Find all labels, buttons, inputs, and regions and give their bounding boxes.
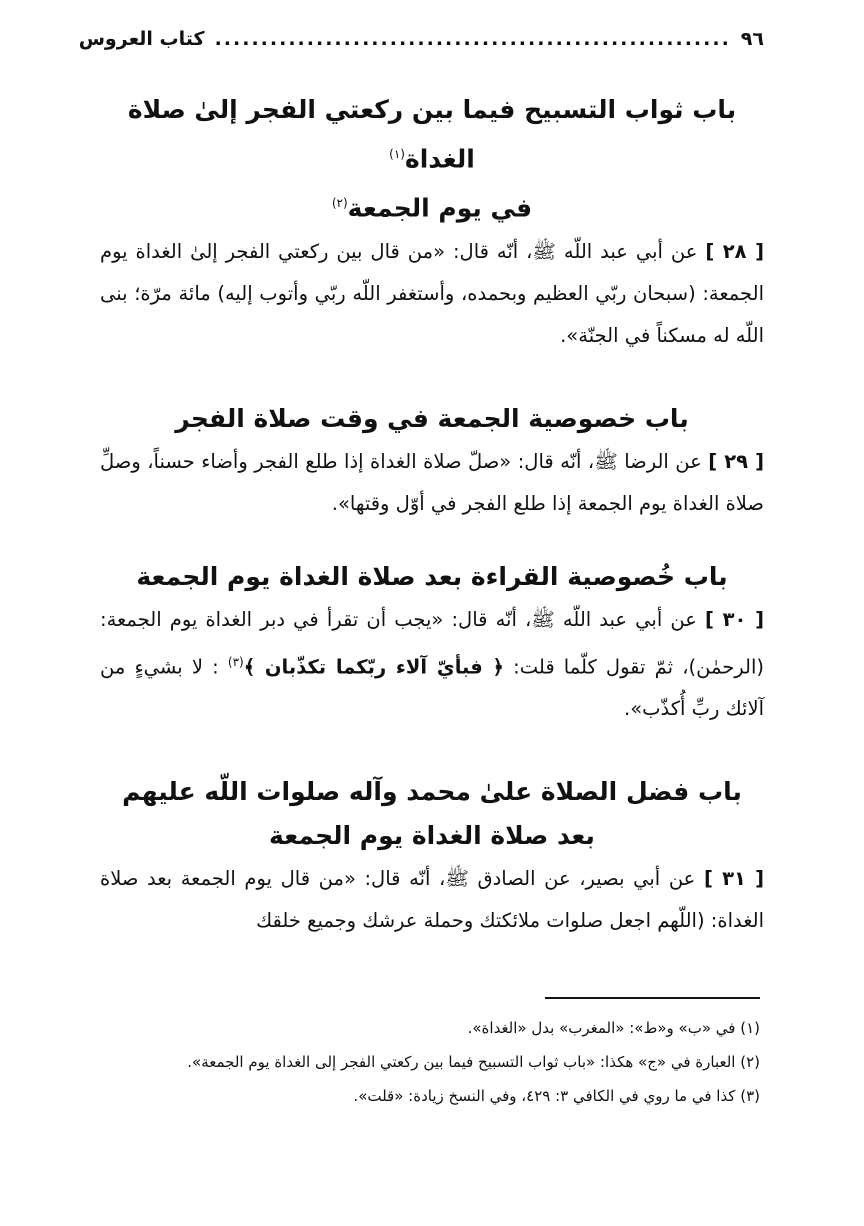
- footnote-2: (٢) العبارة في «ج» هكذا: «باب ثواب التسبيح فيما بين ركعتي الفجر إلى الغداة يوم الجمعة».: [187, 1053, 760, 1071]
- footnote-ref-2[interactable]: (٢): [331, 196, 348, 211]
- book-title: كتاب العروس: [78, 28, 205, 50]
- hadith-number: [ ٢٩ ]: [708, 449, 765, 473]
- running-header: [78, 28, 764, 50]
- hadith-29: [100, 441, 764, 525]
- heading-text: في يوم الجمعة: [347, 193, 533, 223]
- hadith-number: [ ٣١ ]: [703, 867, 765, 891]
- section-heading-3: [100, 555, 764, 599]
- hadith-text: عن أبي بصير، عن الصادق ﷺ، أنّه قال: «من قال يوم الجمعة بعد صلاة الغداة: (اللّهم اجعل صلوات ملائكتك وحملة عرشك وجميع خلقك: [100, 867, 764, 933]
- section-heading-1: [100, 88, 764, 231]
- hadith-number: [ ٢٨ ]: [705, 239, 765, 263]
- heading-text: باب فضل الصلاة علىٰ محمد وآله صلوات اللّه عليهم: [122, 777, 742, 807]
- hadith-text: عن أبي عبد اللّه ﷺ، أنّه قال: «من قال بين ركعتي الفجر إلىٰ الغداة يوم الجمعة: (سبحان ربّي العظيم وبحمده، وأستغفر اللّه ربّي وأتوب إليه) مائة مرّة؛ بنى اللّه له مسكناً في الجنّة».: [100, 239, 764, 347]
- quran-verse: ﴿ فبأيّ آلاء ربّكما تكذّبان ﴾: [243, 655, 504, 679]
- footnote-ref-3[interactable]: (٣): [227, 654, 244, 669]
- footnotes: [100, 1014, 760, 1116]
- heading-text: بعد صلاة الغداة يوم الجمعة: [269, 821, 595, 851]
- heading-text: باب خُصوصية القراءة بعد صلاة الغداة يوم الجمعة: [136, 561, 728, 591]
- footnote-1: (١) في «ب» و«ط»: «المغرب» بدل «الغداة».: [467, 1019, 760, 1037]
- section-heading-2: [100, 397, 764, 441]
- footnote-divider: [545, 997, 760, 999]
- header-dots: ........................................................: [214, 28, 731, 50]
- footnote-ref-1[interactable]: (١): [389, 147, 405, 161]
- heading-text: باب ثواب التسبيح فيما بين ركعتي الفجر إلىٰ صلاة الغداة: [127, 95, 737, 174]
- hadith-number: [ ٣٠ ]: [704, 607, 764, 631]
- hadith-text: : لا بشيءٍ من آلائك ربِّ أُكذّب».: [100, 655, 764, 721]
- hadith-30: [100, 599, 764, 731]
- section-heading-4: [100, 770, 764, 858]
- footnote-3: (٣) كذا في ما روي في الكافي ٣: ٤٢٩، وفي النسخ زيادة: «قلت».: [353, 1087, 760, 1105]
- page-number: ٩٦: [740, 28, 764, 50]
- hadith-text: عن أبي عبد اللّه ﷺ، أنّه قال: «يجب أن تقرأ في دبر الغداة يوم الجمعة: (الرحمٰن)، ثمّ تقول كلّما قلت:: [100, 607, 764, 679]
- hadith-28: [100, 231, 764, 357]
- hadith-31: [100, 858, 764, 942]
- heading-text: باب خصوصية الجمعة في وقت صلاة الفجر: [175, 403, 689, 433]
- hadith-text: عن الرضا ﷺ، أنّه قال: «صلّ صلاة الغداة إذا طلع الفجر وأضاء حسناً، وصلِّ صلاة الغداة يوم الجمعة إذا طلع الفجر في أوّل وقتها».: [100, 449, 764, 515]
